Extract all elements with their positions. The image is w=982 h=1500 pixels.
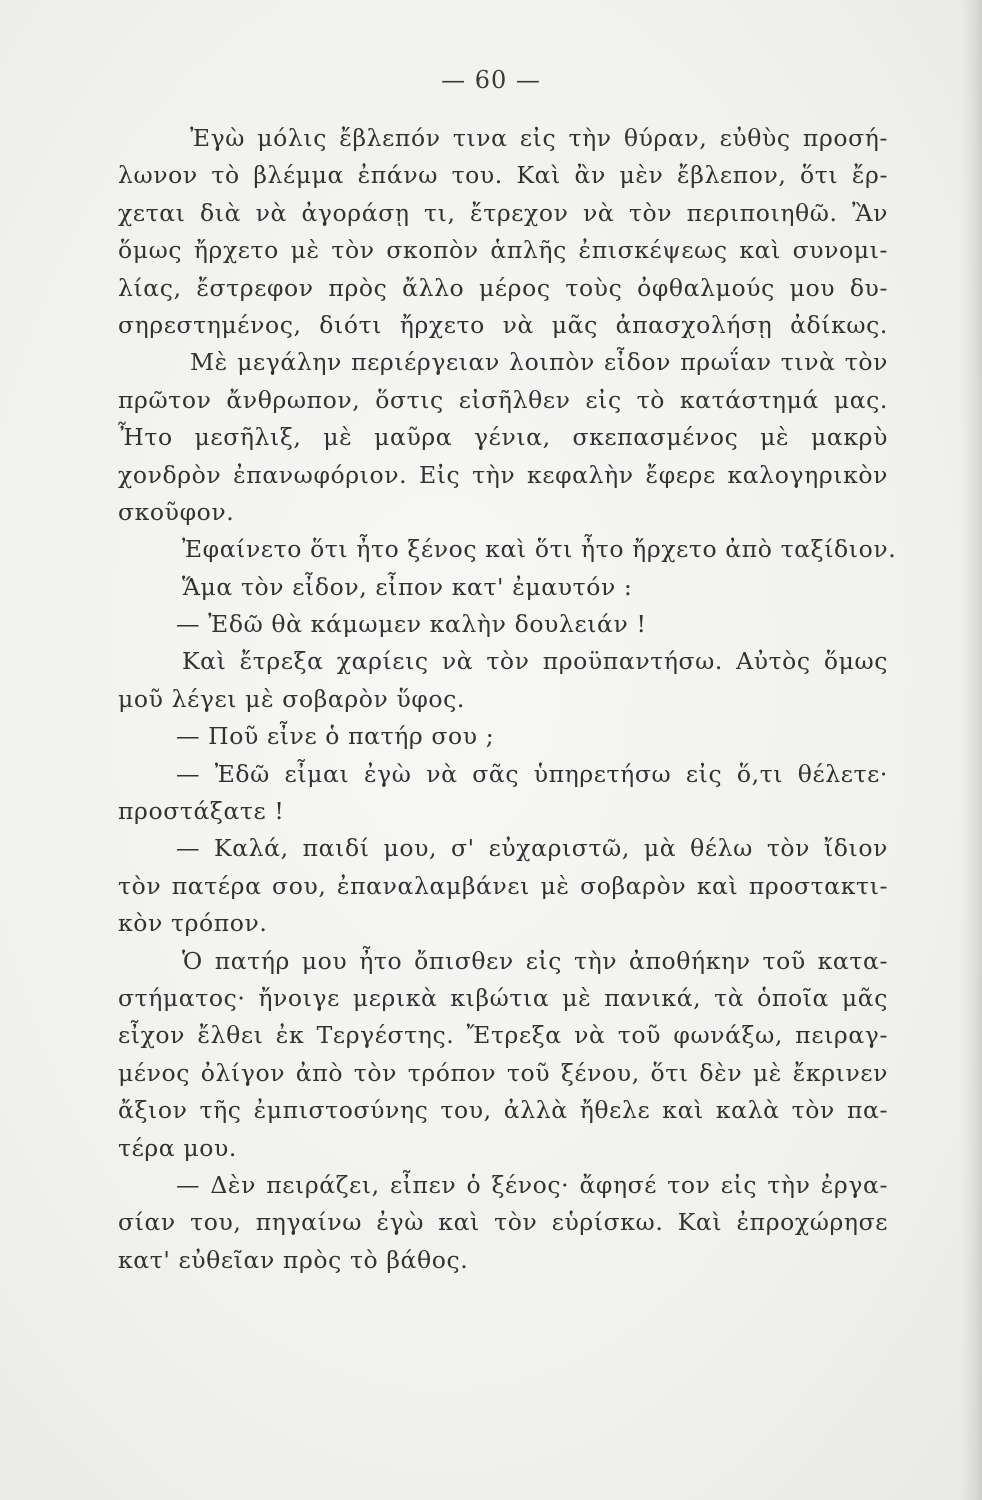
text-line: Μὲ μεγάλην περιέργειαν λοιπὸν εἶδον πρωΐαν τινὰ τὸν [190, 348, 888, 377]
text-line: κατ' εὐθεῖαν πρὸς τὸ βάθος. [118, 1245, 469, 1274]
text-line: τὸν πατέρα σου, ἐπαναλαμβάνει μὲ σοβαρὸν καὶ προστακτι- [118, 871, 888, 900]
text-line: — Δὲν πειράζει, εἶπεν ὁ ξένος· ἄφησέ τον εἰς τὴν ἐργα- [176, 1170, 888, 1199]
text-line: — Ἐδῶ εἶμαι ἐγὼ νὰ σᾶς ὑπηρετήσω εἰς ὅ,τι θέλετε· [176, 759, 888, 788]
text-line: τέρα μου. [118, 1133, 237, 1162]
text-line: Ἐγὼ μόλις ἔβλεπόν τινα εἰς τὴν θύραν, εὐθὺς προσή- [190, 124, 888, 152]
text-line: — Καλά, παιδί μου, σ' εὐχαριστῶ, μὰ θέλω τὸν ἴδιον [176, 834, 888, 863]
text-line: — Ποῦ εἶνε ὁ πατήρ σου ; [176, 722, 495, 751]
text-line: ὅμως ἤρχετο μὲ τὸν σκοπὸν ἁπλῆς ἐπισκέψεως καὶ συνομι- [118, 236, 888, 265]
text-line: Ἅμα τὸν εἶδον, εἶπον κατ' ἐμαυτόν : [182, 572, 633, 601]
page-number: — 60 — [441, 66, 541, 94]
text-line: μένος ὀλίγον ἀπὸ τὸν τρόπον τοῦ ξένου, ὅτι δὲν μὲ ἔκρινεν [118, 1058, 888, 1087]
text-line: πρῶτον ἄνθρωπον, ὅστις εἰσῆλθεν εἰς τὸ κατάστημά μας. [118, 385, 888, 414]
text-line: Ὁ πατήρ μου ἦτο ὄπισθεν εἰς τὴν ἀποθήκην τοῦ κατα- [182, 946, 888, 975]
text-line: χονδρὸν ἐπανωφόριον. Εἰς τὴν κεφαλὴν ἔφερε καλογηρικὸν [118, 460, 888, 489]
text-line: — Ἐδῶ θὰ κάμωμεν καλὴν δουλειάν ! [176, 610, 647, 639]
text-line: Ἐφαίνετο ὅτι ἦτο ξένος καὶ ὅτι ἦτο ἤρχετο ἀπὸ ταξίδιον. [182, 535, 897, 564]
text-line: στήματος· ἤνοιγε μερικὰ κιβώτια μὲ πανικά, τὰ ὁποῖα μᾶς [118, 983, 888, 1012]
text-line: σίαν του, πηγαίνω ἐγὼ καὶ τὸν εὑρίσκω. Καὶ ἐπροχώρησε [118, 1208, 888, 1237]
page-body-text [118, 120, 897, 1279]
text-line: λίας, ἔστρεφον πρὸς ἄλλο μέρος τοὺς ὀφθαλμούς μου δυ- [118, 273, 888, 302]
text-line: Καὶ ἔτρεξα χαρίεις νὰ τὸν προϋπαντήσω. Αὐτὸς ὅμως [182, 647, 888, 676]
text-line: σκοῦφον. [118, 497, 235, 526]
text-line: κὸν τρόπον. [118, 909, 268, 938]
page-edge-shadow [960, 0, 982, 1500]
text-line: λωνον τὸ βλέμμα ἐπάνω του. Καὶ ἂν μὲν ἔβλεπον, ὅτι ἔρ- [118, 161, 888, 190]
text-line: Ἦτο μεσῆλιξ, μὲ μαῦρα γένια, σκεπασμένος μὲ μακρὺ [118, 423, 888, 452]
text-line: σηρεστημένος, διότι ἤρχετο νὰ μᾶς ἀπασχολήσῃ ἀδίκως. [118, 310, 888, 339]
text-line: εἶχον ἔλθει ἐκ Τεργέστης. Ἔτρεξα νὰ τοῦ φωνάξω, πειραγ- [118, 1021, 888, 1050]
text-line: προστάξατε ! [118, 797, 285, 826]
text-line: μοῦ λέγει μὲ σοβαρὸν ὕφος. [118, 684, 465, 713]
text-line: χεται διὰ νὰ ἀγοράσῃ τι, ἔτρεχον νὰ τὸν περιποιηθῶ. Ἂν [118, 198, 888, 227]
text-line: ἄξιον τῆς ἐμπιστοσύνης του, ἀλλὰ ἤθελε καὶ καλὰ τὸν πα- [118, 1096, 888, 1125]
